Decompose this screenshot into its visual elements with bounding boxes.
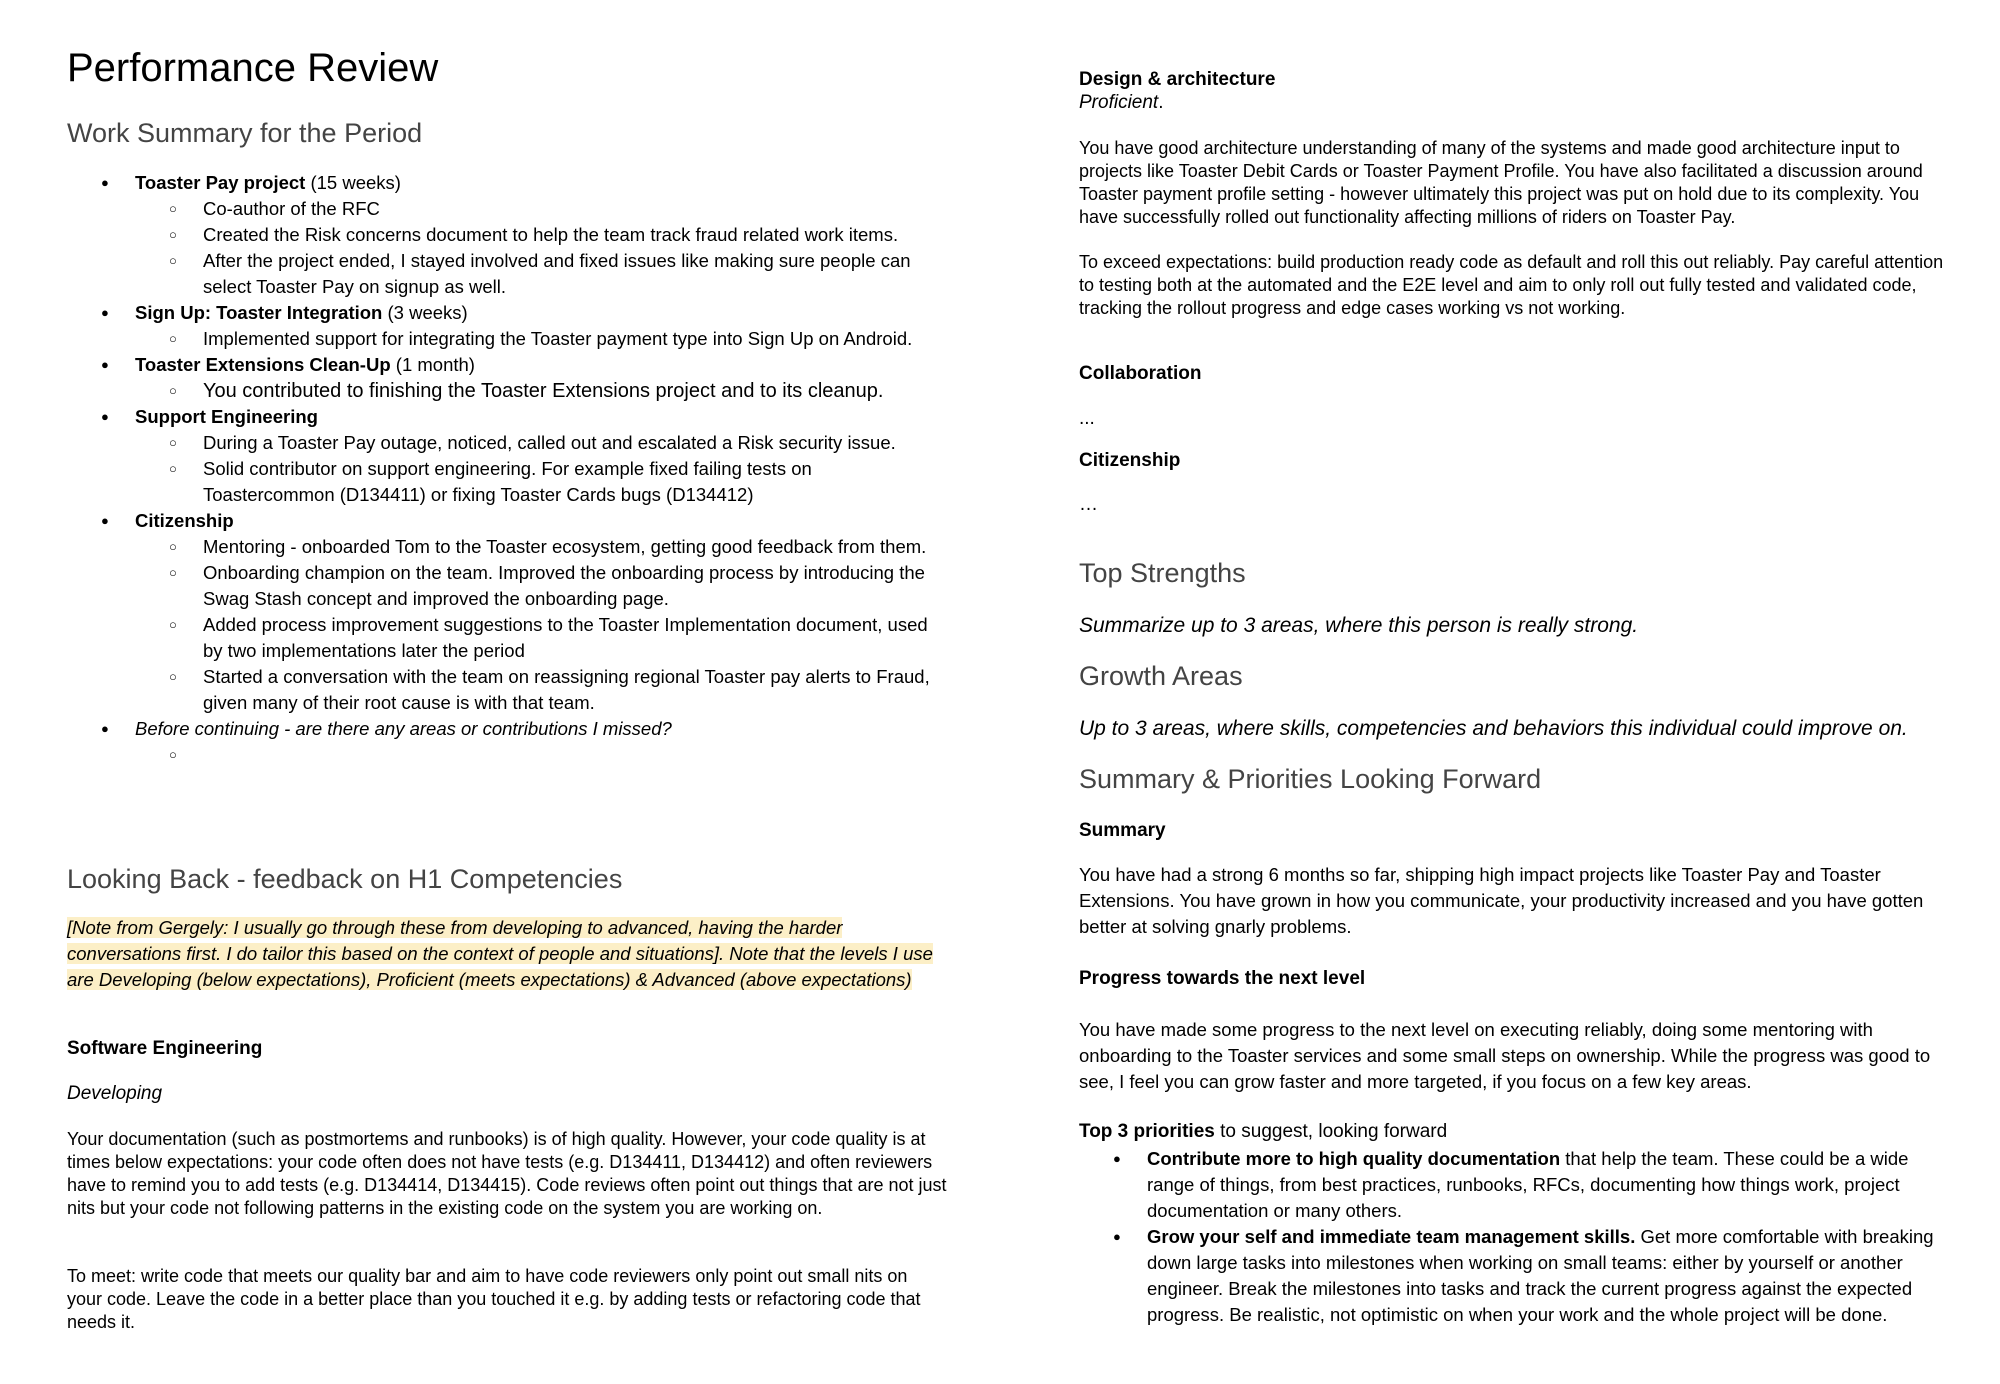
list-item [67, 404, 947, 508]
priority-bold: Grow your self and immediate team management skills. [1147, 1226, 1636, 1247]
design-architecture-level [1079, 91, 1163, 114]
design-architecture-heading: Design & architecture [1079, 69, 1276, 90]
growth-areas-heading: Growth Areas [1079, 661, 1243, 691]
list-item [67, 170, 947, 300]
software-engineering-paragraph-2: To meet: write code that meets our quality bar and aim to have code reviewers only point out small nits on your code. Leave the code in a better place than you touched it e.g. by adding tests or refactoring code that needs it. [67, 1266, 921, 1332]
note-text: [Note from Gergely: I usually go through these from developing to advanced, having the harder conversations first. I do tailor this based on the context of people and situations]. Note that the levels I use are Developing (below expectations), Proficient (meets expectations) & Advanced (above expectations) [67, 917, 933, 990]
list-item: ○ After the project ended, I stayed involved and fixed issues like making sure people can select Toaster Pay on signup as well. [135, 248, 947, 300]
list-item: ○ Solid contributor on support engineering. For example fixed failing tests on Toastercommon (D134411) or fixing Toaster Cards bugs (D134412) [135, 456, 947, 508]
project-name: Sign Up: Toaster Integration [135, 302, 383, 323]
list-item [1079, 1146, 1959, 1224]
sub-list [135, 196, 947, 300]
project-name: Toaster Pay project [135, 172, 306, 193]
software-engineering-heading: Software Engineering [67, 1038, 263, 1059]
sub-list [135, 534, 947, 716]
sub-list [135, 378, 947, 404]
summary-subheading: Summary [1079, 820, 1166, 841]
collaboration-heading: Collaboration [1079, 363, 1202, 384]
citizenship-body: … [1079, 494, 1098, 515]
progress-heading: Progress towards the next level [1079, 968, 1366, 989]
looking-back-heading: Looking Back - feedback on H1 Competencies [67, 864, 623, 894]
project-duration: (3 weeks) [382, 302, 468, 323]
missed-question: Before continuing - are there any areas or contributions I missed? [135, 718, 672, 739]
note-block [67, 915, 937, 993]
sub-list [135, 326, 947, 352]
list-item: ○ Mentoring - onboarded Tom to the Toaster ecosystem, getting good feedback from them. [135, 534, 947, 560]
project-name: Toaster Extensions Clean-Up [135, 354, 391, 375]
priorities-rest: to suggest, looking forward [1214, 1121, 1448, 1142]
top-strengths-heading: Top Strengths [1079, 558, 1246, 588]
project-duration: (15 weeks) [305, 172, 401, 193]
design-architecture-paragraph-2: To exceed expectations: build production ready code as default and roll this out reliably. Pay careful attention to testing both at the automated and the E2E level and aim to only roll out fully tested and validated code, tracking the rollout progress and edge cases working vs not working. [1079, 252, 1944, 318]
left-column [67, 0, 947, 1332]
list-item [67, 508, 947, 716]
growth-areas-prompt: Up to 3 areas, where skills, competencies and behaviors this individual could improve on. [1079, 717, 1908, 740]
list-item: ○ Implemented support for integrating the Toaster payment type into Sign Up on Android. [135, 326, 947, 352]
software-engineering-paragraph-1: Your documentation (such as postmortems and runbooks) is of high quality. However, your code quality is at times below expectations: your code often does not have tests (e.g. D134411, D134412) and often reviewers have to remind you to add tests (e.g. D134414, D134415). Code reviews often point out things that are not just nits but your code not following patterns in the existing code on the system you are working on. [67, 1129, 947, 1218]
project-duration: (1 month) [390, 354, 475, 375]
project-name: Support Engineering [135, 406, 318, 427]
citizenship-heading: Citizenship [1079, 450, 1181, 471]
list-item: ○ Added process improvement suggestions to the Toaster Implementation document, used by two implementations later the period [135, 612, 947, 664]
document-title: Performance Review [67, 46, 439, 90]
work-summary-heading: Work Summary for the Period [67, 118, 423, 148]
progress-paragraph: You have made some progress to the next level on executing reliably, doing some mentoring with onboarding to the Toaster services and some small steps on ownership. While the progress was good to see, I feel you can grow faster and more targeted, if you focus on a few key areas. [1079, 1019, 1931, 1092]
summary-paragraph: You have had a strong 6 months so far, shipping high impact projects like Toaster Pay and Toaster Extensions. You have grown in how you communicate, your productivity increased and you have gotten better at solving gnarly problems. [1079, 864, 1924, 937]
software-engineering-level: Developing [67, 1083, 163, 1104]
summary-priorities-heading: Summary & Priorities Looking Forward [1079, 764, 1542, 794]
sub-list [135, 742, 947, 768]
work-summary-list [67, 170, 947, 768]
design-architecture-paragraph-1: You have good architecture understanding of many of the systems and made good architecture input to projects like Toaster Debit Cards or Toaster Payment Profile. You have also facilitated a discussion around Toaster payment profile setting - however ultimately this project was put on hold due to its complexity. You have successfully rolled out functionality affecting millions of riders on Toaster Pay. [1079, 138, 1923, 227]
level-text: Proficient [1079, 92, 1159, 113]
list-item: ○ Created the Risk concerns document to help the team track fraud related work items. [135, 222, 947, 248]
priorities-bold: Top 3 priorities [1079, 1121, 1215, 1142]
list-item: ○ Started a conversation with the team on reassigning regional Toaster pay alerts to Fraud, given many of their root cause is with that team. [135, 664, 947, 716]
collaboration-body: ... [1079, 408, 1095, 429]
priority-text: that help the team. These could be a wide range of things, from best practices, runbooks, RFCs, documenting how things work, project documentation or many others. [1147, 1148, 1909, 1221]
list-item [1079, 1224, 1959, 1328]
list-item: ○ You contributed to finishing the Toaster Extensions project and to its cleanup. [135, 378, 947, 404]
priority-text: Get more comfortable with breaking down large tasks into milestones when working on small teams: either by yourself or another engineer. Break the milestones into tasks and track the current progress against the expected progress. Be realistic, not optimistic on when your work and the whole project will be done. [1147, 1226, 1934, 1325]
priority-bold: Contribute more to high quality documentation [1147, 1148, 1561, 1169]
list-item: ○ Co-author of the RFC [135, 196, 947, 222]
empty-list-item [135, 742, 947, 768]
project-name: Citizenship [135, 510, 234, 531]
list-item [67, 300, 947, 352]
level-suffix: . [1158, 92, 1164, 113]
list-item [67, 352, 947, 404]
list-item: ○ During a Toaster Pay outage, noticed, called out and escalated a Risk security issue. [135, 430, 947, 456]
top-strengths-prompt: Summarize up to 3 areas, where this person is really strong. [1079, 614, 1639, 637]
list-item [67, 716, 947, 768]
sub-list [135, 430, 947, 508]
priorities-list [1079, 1146, 1959, 1328]
priorities-intro [1079, 1120, 1447, 1143]
list-item: ○ Onboarding champion on the team. Improved the onboarding process by introducing the Swag Stash concept and improved the onboarding page. [135, 560, 947, 612]
